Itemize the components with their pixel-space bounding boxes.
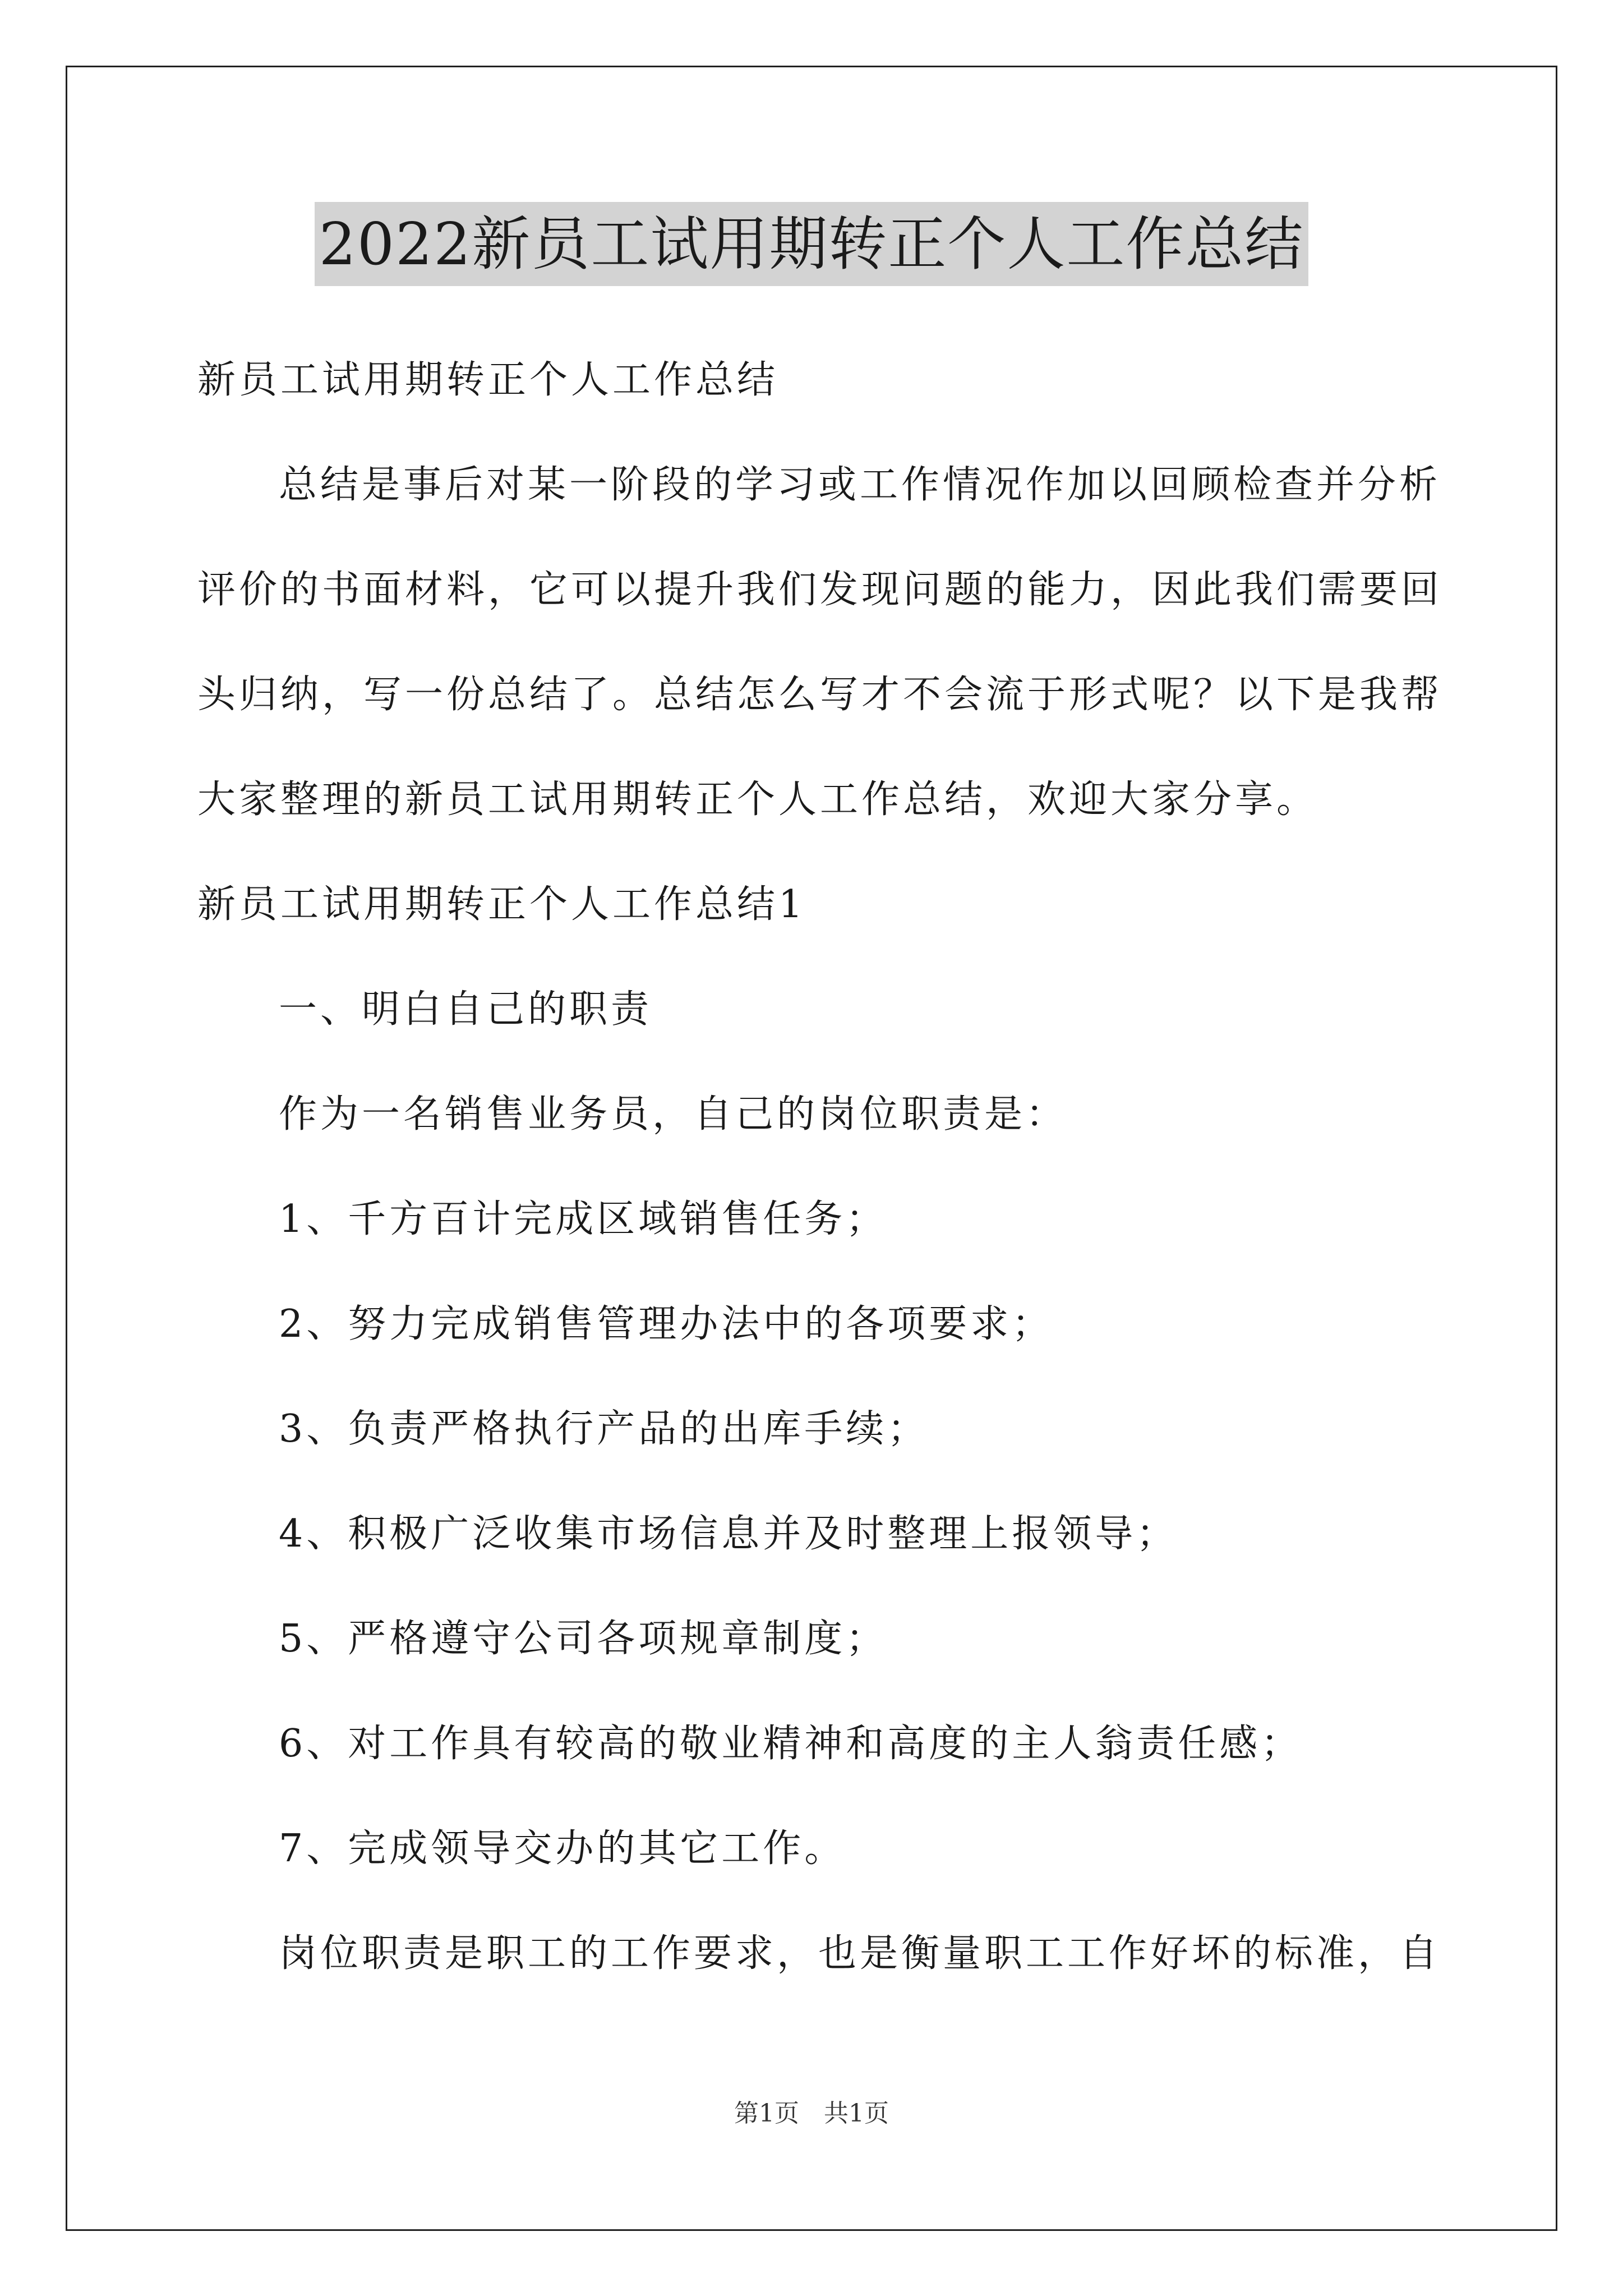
intro-paragraph-line: 总结是事后对某一阶段的学习或工作情况作加以回顾检查并分析 <box>279 463 1441 507</box>
subtitle-line: 新员工试用期转正个人工作总结 <box>197 358 779 402</box>
paragraph-line: 岗位职责是职工的工作要求，也是衡量职工工作好坏的标准，自 <box>279 1931 1441 1976</box>
document-title: 2022新员工试用期转正个人工作总结 <box>315 202 1309 286</box>
list-item: 4、积极广泛收集市场信息并及时整理上报领导； <box>279 1512 1178 1556</box>
list-item: 5、严格遵守公司各项规章制度； <box>279 1617 888 1661</box>
intro-paragraph-line: 头归纳，写一份总结了。总结怎么写才不会流于形式呢？以下是我帮 <box>197 673 1443 717</box>
list-item: 3、负责严格执行产品的出库手续； <box>279 1407 929 1451</box>
section-heading: 新员工试用期转正个人工作总结1 <box>197 882 806 927</box>
list-item: 7、完成领导交办的其它工作。 <box>279 1826 846 1871</box>
intro-paragraph-line: 大家整理的新员工试用期转正个人工作总结，欢迎大家分享。 <box>197 777 1318 822</box>
intro-paragraph-line: 评价的书面材料，它可以提升我们发现问题的能力，因此我们需要回 <box>197 568 1443 612</box>
list-item: 1、千方百计完成区域销售任务； <box>279 1197 888 1241</box>
paragraph-line: 作为一名销售业务员，自己的岗位职责是： <box>279 1092 1068 1137</box>
subsection-heading: 一、明白自己的职责 <box>279 987 653 1032</box>
title-block <box>0 202 1623 286</box>
page-number-footer: 第1页 共1页 <box>734 2099 889 2128</box>
list-item: 6、对工作具有较高的敬业精神和高度的主人翁责任感； <box>279 1722 1303 1766</box>
list-item: 2、努力完成销售管理办法中的各项要求； <box>279 1302 1054 1346</box>
